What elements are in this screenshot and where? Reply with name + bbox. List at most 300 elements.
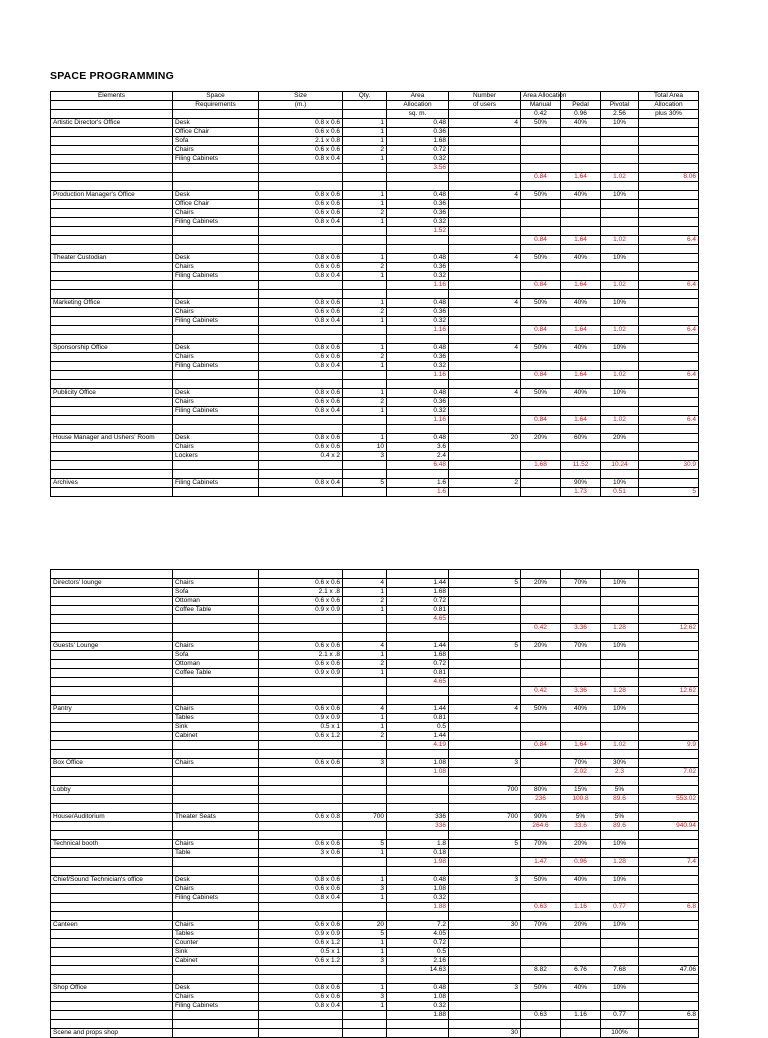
table-cell [521,732,561,741]
table-row [51,119,699,128]
table-cell [561,885,601,894]
table-cell: 1.02 [601,371,639,380]
table-cell [343,488,387,497]
table-cell [561,975,601,984]
column-header [51,101,173,110]
table-cell [639,678,699,687]
table-cell [601,831,639,840]
table-cell: 0.36 [387,200,449,209]
table-cell [173,416,259,425]
table-cell [387,777,449,786]
table-cell: 5 [449,642,521,651]
table-cell: 0.6 x 1.2 [259,939,343,948]
table-cell: 0.6 x 0.6 [259,263,343,272]
table-cell [51,633,173,642]
table-row [51,407,699,416]
table-cell [449,308,521,317]
table-cell [51,272,173,281]
table-row [51,146,699,155]
table-cell [449,660,521,669]
space-programming-table-support [50,569,699,1038]
table-row [51,362,699,371]
table-cell: 0.8 x 0.6 [259,254,343,263]
table-row [51,272,699,281]
table-cell [259,678,343,687]
table-cell [387,380,449,389]
table-cell [639,227,699,236]
table-cell [639,939,699,948]
table-cell: 6.4 [639,416,699,425]
table-row [51,624,699,633]
table-cell [639,615,699,624]
table-cell [521,164,561,173]
table-cell: 1.16 [561,903,601,912]
table-cell: 0.72 [387,939,449,948]
table-cell [343,173,387,182]
table-cell: 0.8 x 0.4 [259,407,343,416]
table-cell [343,461,387,470]
table-cell [51,353,173,362]
table-cell [51,741,173,750]
table-cell: 1 [343,272,387,281]
table-row [51,930,699,939]
table-cell: 1 [343,669,387,678]
table-row [51,137,699,146]
table-row [51,1011,699,1020]
table-cell: 60% [561,434,601,443]
table-cell [521,930,561,939]
table-cell [343,326,387,335]
table-cell [521,831,561,840]
table-cell [639,750,699,759]
table-cell: Directors' lounge [51,579,173,588]
table-cell: 10% [601,119,639,128]
table-cell [601,272,639,281]
table-cell [601,930,639,939]
table-cell [449,687,521,696]
table-row [51,570,699,579]
table-cell [343,615,387,624]
table-cell [601,750,639,759]
table-cell: 0.84 [521,326,561,335]
table-cell [449,858,521,867]
table-cell [173,1020,259,1029]
table-cell [561,308,601,317]
table-cell [173,227,259,236]
table-cell [601,182,639,191]
table-cell [561,588,601,597]
column-header: Size [259,92,343,101]
table-cell [521,263,561,272]
table-cell: Ottoman [173,660,259,669]
table-cell: Filing Cabinets [173,894,259,903]
table-cell: 0.6 x 0.6 [259,840,343,849]
table-cell: Desk [173,876,259,885]
table-cell [449,750,521,759]
table-cell: 4.19 [387,741,449,750]
table-cell: Marketing Office [51,299,173,308]
column-header: (m.) [259,101,343,110]
table-cell [601,470,639,479]
table-cell: 0.6 x 0.6 [259,660,343,669]
table-cell [449,885,521,894]
column-header: 2.56 [601,110,639,119]
table-cell: 40% [561,705,601,714]
table-cell [521,137,561,146]
table-cell: 50% [521,119,561,128]
table-cell [449,137,521,146]
table-cell: 0.72 [387,597,449,606]
table-row [51,236,699,245]
table-cell: 2.02 [561,768,601,777]
table-cell: Chairs [173,921,259,930]
table-cell [343,687,387,696]
table-cell: 0.6 x 0.6 [259,993,343,1002]
table-cell: 0.5 x 1 [259,723,343,732]
table-cell: 4 [449,705,521,714]
table-cell: 7.4 [639,858,699,867]
table-cell [259,570,343,579]
table-cell [449,227,521,236]
table-cell [521,479,561,488]
table-cell [173,768,259,777]
table-cell: 3 [343,957,387,966]
space-programming-table-offices [50,91,699,497]
table-cell: Chairs [173,993,259,1002]
table-row [51,245,699,254]
table-cell [521,488,561,497]
table-row [51,894,699,903]
table-row [51,1029,699,1038]
table-cell [51,137,173,146]
table-cell: Table [173,849,259,858]
table-cell: Chairs [173,263,259,272]
table-cell: 0.6 x 1.2 [259,957,343,966]
table-cell [387,696,449,705]
table-cell: 40% [561,389,601,398]
table-cell: 1.44 [387,579,449,588]
table-cell: Desk [173,984,259,993]
table-cell [51,822,173,831]
table-cell [259,615,343,624]
table-row [51,353,699,362]
table-cell: 6.4 [639,371,699,380]
table-cell [259,867,343,876]
table-cell: 50% [521,254,561,263]
table-cell [173,687,259,696]
table-cell [259,768,343,777]
table-cell [449,416,521,425]
table-cell [449,326,521,335]
table-cell [259,1020,343,1029]
table-cell: 0.32 [387,317,449,326]
table-cell [51,218,173,227]
table-cell [387,624,449,633]
table-cell: 5% [561,813,601,822]
table-cell [521,380,561,389]
column-header [51,110,173,119]
column-header [449,110,521,119]
table-cell: 2.4 [387,452,449,461]
table-cell [387,795,449,804]
table-cell [601,1002,639,1011]
table-cell [601,651,639,660]
table-row [51,371,699,380]
table-cell: 20% [561,840,601,849]
table-cell: 30% [601,759,639,768]
table-cell [51,326,173,335]
table-cell: 1 [343,137,387,146]
table-cell [343,1011,387,1020]
table-row [51,921,699,930]
table-cell [51,470,173,479]
table-cell [449,362,521,371]
table-cell: 12.62 [639,687,699,696]
table-cell [51,939,173,948]
table-cell [173,804,259,813]
table-cell: 0.9 x 0.9 [259,606,343,615]
table-cell [449,128,521,137]
page-title: SPACE PROGRAMMING [50,70,174,82]
table-cell [639,876,699,885]
table-cell: Desk [173,254,259,263]
table-cell [51,164,173,173]
table-cell [387,912,449,921]
table-cell: 1 [343,128,387,137]
table-cell [343,633,387,642]
table-cell: 4 [343,579,387,588]
table-cell [449,903,521,912]
table-cell [449,1020,521,1029]
table-cell [639,380,699,389]
table-cell [449,245,521,254]
table-cell [639,1029,699,1038]
table-cell: 3.36 [561,624,601,633]
table-cell: Sofa [173,651,259,660]
table-row [51,786,699,795]
table-cell [521,452,561,461]
table-cell: Production Manager's Office [51,191,173,200]
table-cell [173,975,259,984]
table-cell: 1.6 [387,488,449,497]
table-cell: Lobby [51,786,173,795]
table-cell [51,146,173,155]
table-cell [449,732,521,741]
table-cell [343,624,387,633]
table-cell: 1 [343,1002,387,1011]
table-cell: Coffee Table [173,669,259,678]
table-cell [51,777,173,786]
table-cell: 3.56 [387,164,449,173]
table-cell: 1.16 [387,371,449,380]
table-cell [51,930,173,939]
table-cell: 50% [521,876,561,885]
table-cell [449,696,521,705]
table-cell [561,615,601,624]
table-cell: 1 [343,299,387,308]
table-cell: Office Chair [173,200,259,209]
table-cell [521,308,561,317]
table-cell: 0.6 x 0.6 [259,759,343,768]
table-cell: 0.6 x 0.6 [259,705,343,714]
table-cell: Box Office [51,759,173,768]
table-cell: 1.16 [387,416,449,425]
table-cell [449,461,521,470]
table-row [51,128,699,137]
table-cell [343,1020,387,1029]
table-row [51,209,699,218]
table-cell [449,272,521,281]
table-cell [259,461,343,470]
table-cell: 1.64 [561,371,601,380]
table-cell: 4 [449,119,521,128]
table-cell: 3 [449,759,521,768]
table-cell [521,867,561,876]
table-cell [449,470,521,479]
table-cell [561,155,601,164]
table-cell: 1 [343,723,387,732]
column-header [601,92,639,101]
table-cell [521,353,561,362]
table-cell [639,452,699,461]
table-row [51,768,699,777]
table-cell [51,371,173,380]
table-cell [343,227,387,236]
table-cell [639,975,699,984]
table-cell [51,398,173,407]
table-cell [259,831,343,840]
table-cell: 40% [561,984,601,993]
table-cell [449,795,521,804]
table-cell: 70% [521,921,561,930]
table-row [51,606,699,615]
table-cell [259,786,343,795]
table-cell: 0.6 x 1.2 [259,732,343,741]
table-cell: 47.06 [639,966,699,975]
table-cell: 40% [561,299,601,308]
table-cell [601,660,639,669]
table-cell: 2 [343,308,387,317]
table-cell [449,173,521,182]
table-cell: 1 [343,948,387,957]
header-row [51,110,699,119]
table-cell: Archives [51,479,173,488]
table-row [51,795,699,804]
table-cell [259,975,343,984]
table-cell: 1.88 [387,903,449,912]
table-cell [639,804,699,813]
table-cell: 0.84 [521,281,561,290]
table-cell [561,353,601,362]
table-cell: 10% [601,984,639,993]
table-cell: Chairs [173,705,259,714]
table-cell [639,245,699,254]
table-cell [561,128,601,137]
table-cell [449,353,521,362]
table-cell: 10% [601,921,639,930]
table-cell [173,326,259,335]
table-cell [259,903,343,912]
table-cell [259,687,343,696]
table-cell [343,164,387,173]
table-cell [601,894,639,903]
table-row [51,461,699,470]
table-cell [449,822,521,831]
table-cell [51,1011,173,1020]
table-row [51,200,699,209]
table-cell [173,1011,259,1020]
table-cell: 0.84 [521,173,561,182]
table-cell [639,353,699,362]
table-cell [521,290,561,299]
table-cell [561,750,601,759]
table-cell: 10% [601,579,639,588]
table-cell [343,245,387,254]
table-cell [259,822,343,831]
table-cell [449,218,521,227]
table-cell [387,290,449,299]
table-cell: Tables [173,714,259,723]
table-cell [601,948,639,957]
table-cell [51,696,173,705]
table-cell [601,615,639,624]
table-row [51,867,699,876]
table-cell [639,344,699,353]
column-header: 0.96 [561,110,601,119]
table-cell [449,281,521,290]
table-cell [51,380,173,389]
table-cell: 14.63 [387,966,449,975]
table-cell [601,209,639,218]
table-cell [51,723,173,732]
table-cell: Office Chair [173,128,259,137]
table-cell [639,272,699,281]
table-cell: 3 [343,452,387,461]
table-cell: 0.8 x 0.6 [259,984,343,993]
table-cell [639,389,699,398]
table-cell [387,182,449,191]
table-cell [51,867,173,876]
table-cell [639,209,699,218]
table-cell [51,308,173,317]
table-cell [343,335,387,344]
table-cell: 6.76 [561,966,601,975]
table-cell: 20% [561,921,601,930]
table-cell [449,768,521,777]
table-cell [173,281,259,290]
column-header: Allocation [639,101,699,110]
table-row [51,290,699,299]
table-cell [601,912,639,921]
table-cell [173,290,259,299]
table-cell: 3.6 [387,443,449,452]
table-cell [449,930,521,939]
table-cell [51,443,173,452]
table-cell [259,470,343,479]
table-cell [639,669,699,678]
table-cell [449,398,521,407]
table-row [51,488,699,497]
table-cell [639,1020,699,1029]
table-row [51,984,699,993]
table-cell [639,948,699,957]
table-cell: 70% [521,840,561,849]
table-cell: 1 [343,894,387,903]
table-cell [449,669,521,678]
table-cell: Ottoman [173,597,259,606]
table-cell: 1 [343,200,387,209]
column-header [173,110,259,119]
